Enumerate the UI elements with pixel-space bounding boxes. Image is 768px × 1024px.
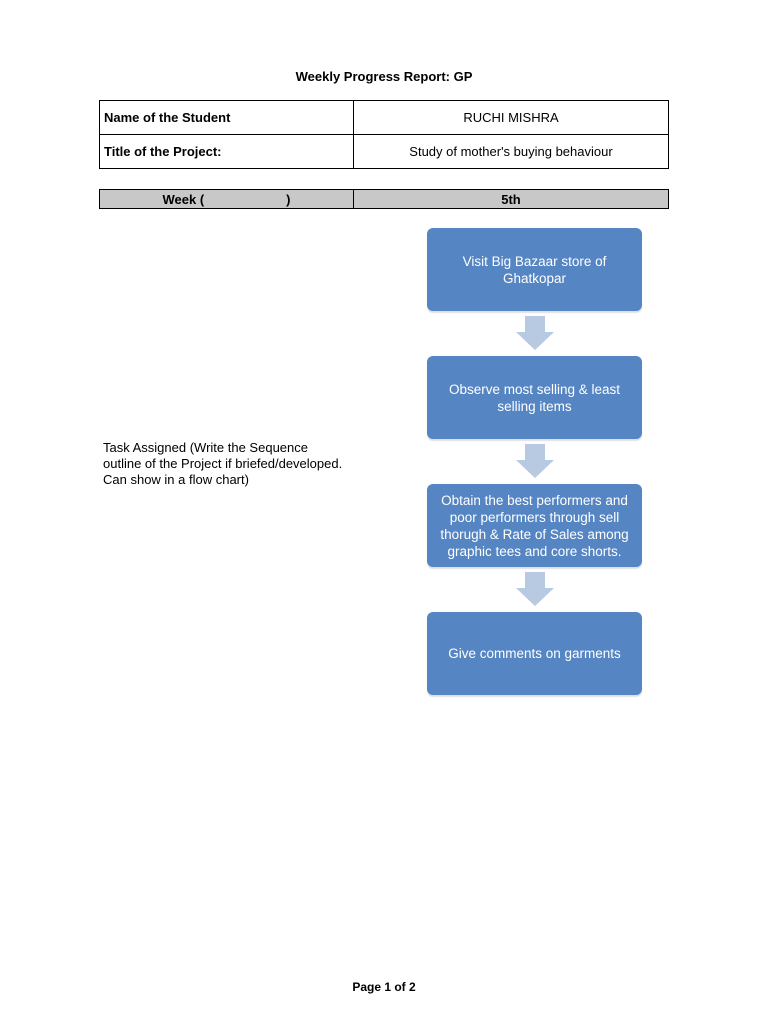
page-number: Page 1 of 2	[352, 980, 416, 994]
flow-step-obtain-performers: Obtain the best performers and poor performers through sell thorugh & Rate of Sales among graphic tees and core shorts.	[427, 484, 642, 567]
flow-arrow-down-icon	[516, 444, 554, 478]
flow-arrow-down-icon	[516, 572, 554, 606]
student-info-table	[99, 100, 669, 169]
week-label-open: Week (	[162, 191, 205, 207]
report-title: Weekly Progress Report: GP	[295, 69, 473, 84]
project-title-label: Title of the Project:	[100, 135, 354, 169]
student-name-label: Name of the Student	[100, 101, 354, 135]
week-label-close: )	[286, 191, 291, 207]
flow-step-visit-store: Visit Big Bazaar store of Ghatkopar	[427, 228, 642, 311]
project-title-value: Study of mother's buying behaviour	[354, 135, 669, 169]
week-table	[99, 189, 669, 209]
week-label	[100, 190, 354, 209]
flow-step-give-comments: Give comments on garments	[427, 612, 642, 695]
student-name-value: RUCHI MISHRA	[354, 101, 669, 135]
student-name-row	[100, 101, 669, 135]
flow-arrow-down-icon	[516, 316, 554, 350]
week-value: 5th	[354, 190, 669, 209]
flow-step-observe-items: Observe most selling & least selling items	[427, 356, 642, 439]
task-assigned-label: Task Assigned (Write the Sequence outline of the Project if briefed/developed. Can show in a flow chart)	[103, 440, 343, 487]
project-title-row	[100, 135, 669, 169]
week-row	[100, 190, 669, 209]
